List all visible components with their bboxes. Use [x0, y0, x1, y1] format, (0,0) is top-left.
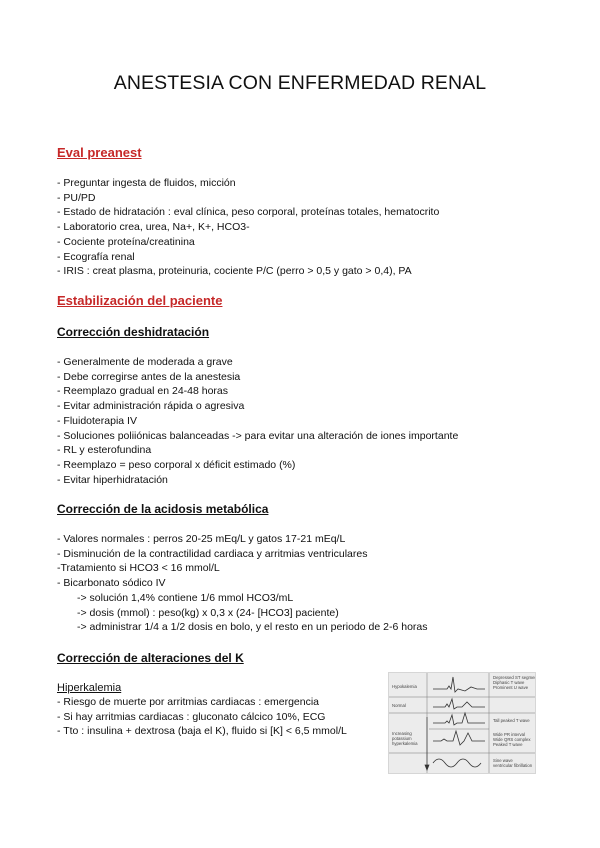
list-item: - Reemplazo = peso corporal x déficit estimado (%) [57, 458, 296, 471]
ecg-traces-graphic [389, 673, 535, 773]
section-heading-estabilizacion: Estabilización del paciente [57, 293, 223, 308]
list-item: - Riesgo de muerte por arritmias cardiacas : emergencia [57, 696, 320, 708]
list-subitem: -> solución 1,4% contiene 1/6 mmol HCO3/mL [77, 591, 294, 604]
eval-list [57, 176, 439, 279]
list-item: - Fluidoterapia IV [57, 414, 137, 427]
subheading-acidosis: Corrección de la acidosis metabólica [57, 502, 269, 516]
ecg-right-label: ventricular fibrillation [493, 763, 533, 768]
list-item: - Reemplazo gradual en 24-48 horas [57, 385, 229, 398]
list-item: - Tto : insulina + dextrosa (baja el K), fluido si [K] < 6,5 mmol/L [57, 725, 347, 738]
list-item: - Ecografía renal [57, 250, 135, 263]
potasio-list [57, 695, 347, 739]
list-item: - Cociente proteína/creatinina [57, 235, 195, 248]
ecg-right-label: Prominent U wave [493, 685, 529, 690]
list-item: - Soluciones poliiónicas balanceadas -> para evitar una alteración de iones importante [57, 429, 459, 442]
ecg-left-label: hyperkalemia [392, 741, 418, 746]
ecg-left-label: Normal [392, 703, 406, 708]
list-item: - Valores normales : perros 20-25 mEq/L y gatos 17-21 mEq/L [57, 533, 346, 545]
acidosis-list [57, 532, 428, 635]
ecg-right-label: Depressed ST segment [493, 675, 535, 680]
subheading-deshidratacion: Corrección deshidratación [57, 325, 210, 339]
ecg-right-label: Diphasic T wave [493, 680, 525, 685]
ecg-traces [433, 677, 485, 767]
deshidratacion-list [57, 355, 458, 487]
ecg-right-label: Peaked T wave [493, 742, 523, 747]
list-item: - Disminución de la contractilidad cardiaca y arritmias ventriculares [57, 547, 368, 560]
list-item: - Evitar administración rápida o agresiva [57, 400, 245, 413]
page-title: ANESTESIA CON ENFERMEDAD RENAL [113, 72, 487, 94]
ecg-left-label: Increasing [392, 731, 412, 736]
ecg-right-label: Tall peaked T wave [493, 718, 530, 723]
list-item: - Debe corregirse antes de la anestesia [57, 370, 241, 383]
list-item: - RL y esterofundina [57, 444, 152, 457]
subheading-hiperkalemia: Hiperkalemia [57, 682, 122, 694]
list-subitem: -> dosis (mmol) : peso(kg) x 0,3 x (24- [HCO3] paciente) [77, 606, 339, 619]
list-item: - Generalmente de moderada a grave [57, 356, 233, 368]
list-item: - Preguntar ingesta de fluidos, micción [57, 177, 236, 189]
increasing-arrow-icon [425, 717, 429, 770]
list-item: - Bicarbonato sódico IV [57, 577, 166, 590]
ecg-right-label: Sine wave [493, 758, 513, 763]
list-item: - Si hay arritmias cardiacas : gluconato cálcico 10%, ECG [57, 710, 326, 723]
ecg-potassium-figure [388, 672, 536, 774]
list-item: - Laboratorio crea, urea, Na+, K+, HCO3- [57, 221, 250, 234]
list-item: - IRIS : creat plasma, proteinuria, cociente P/C (perro > 0,5 y gato > 0,4), PA [57, 265, 412, 278]
list-subitem: -> administrar 1/4 a 1/2 dosis en bolo, y el resto en un periodo de 2-6 horas [77, 621, 428, 634]
section-heading-eval: Eval preanest [57, 145, 142, 160]
list-item: -Tratamiento si HCO3 < 16 mmol/L [57, 562, 220, 575]
list-item: - PU/PD [57, 191, 96, 204]
list-item: - Evitar hiperhidratación [57, 473, 168, 486]
ecg-right-label: Wide PR interval [493, 732, 525, 737]
list-item: - Estado de hidratación : eval clínica, peso corporal, proteínas totales, hematocrito [57, 206, 440, 219]
ecg-left-label: potassium [392, 736, 412, 741]
ecg-left-label: Hypokalemia [392, 684, 417, 689]
ecg-right-label: Wide QRS complex [493, 737, 531, 742]
subheading-potasio: Corrección de alteraciones del K [57, 651, 244, 665]
